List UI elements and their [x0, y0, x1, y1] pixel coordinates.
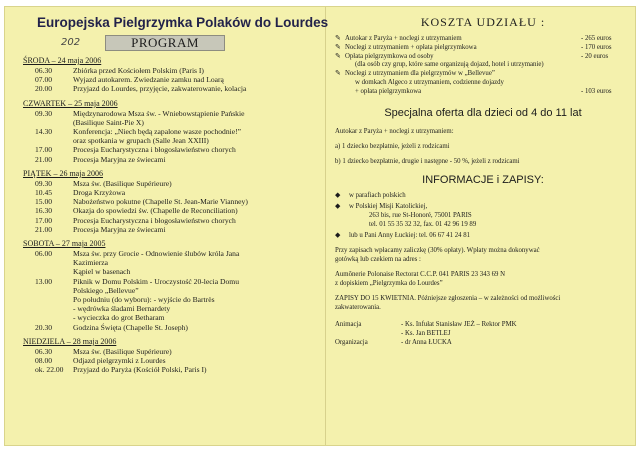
- program-row: [23, 304, 315, 313]
- cost-price: - 265 euros: [581, 35, 612, 42]
- fold-line: [325, 7, 326, 445]
- program-row: [23, 267, 315, 276]
- handwritten-number: 202: [61, 37, 81, 48]
- cost-text: + opłata pielgrzymkowa: [355, 87, 422, 95]
- program-time: [23, 295, 73, 304]
- program-time: 20.30: [35, 322, 53, 332]
- info-text: lub u Pani Anny Łuckiej: tel. 06 67 41 24 81: [349, 231, 471, 239]
- program-row: [23, 118, 315, 127]
- program-time: 17.00: [35, 145, 53, 155]
- program-text: Kazimierza: [73, 258, 108, 268]
- organizer-row: [335, 320, 631, 329]
- program-time: [23, 304, 73, 313]
- program-row: [23, 356, 315, 365]
- program-text: Droga Krzyżowa: [73, 188, 126, 198]
- program-panel: [23, 15, 329, 375]
- info-item-mission: [335, 202, 631, 211]
- costs-list: [335, 35, 631, 97]
- program-time: 14.30: [35, 127, 53, 137]
- info-panel: [335, 15, 631, 347]
- organizer-name: - Ks. Jan BETLEJ: [401, 329, 451, 337]
- program-row: [23, 136, 315, 145]
- program-time: [23, 258, 73, 267]
- offer-b: b) 1 dziecko bezpłatnie, drugie i następne - 50 %, jeżeli z rodzicami: [335, 157, 520, 165]
- organizer-row: [335, 329, 631, 338]
- cost-text: Autokar z Paryża + noclegi z utrzymaniem: [345, 35, 462, 42]
- program-row: [23, 313, 315, 322]
- cost-text: Noclegi z utrzymaniem dla pielgrzymów w „Bellevue”: [345, 70, 495, 78]
- program-row: [23, 347, 315, 356]
- diamond-icon: ◆: [335, 230, 341, 239]
- program-text: Msza św. przy Grocie - Odnowienie ślubów króla Jana: [73, 249, 240, 259]
- program-text: oraz spotkania w grupach (Salle Jean XXIII): [73, 136, 209, 146]
- cost-row: [335, 35, 631, 44]
- program-text: Po południu (do wyboru): - wyjście do Bartrès: [73, 295, 215, 305]
- costs-title: KOSZTA UDZIAŁU :: [420, 15, 546, 29]
- program-row: [23, 179, 315, 188]
- program-text: Godzina Święta (Chapelle St. Joseph): [73, 322, 188, 332]
- cost-row: [335, 79, 631, 88]
- organizer-role: [335, 329, 401, 338]
- program-text: Zbiórka przed Kościołem Polskim (Paris I): [73, 66, 204, 75]
- clip-icon: ✎: [335, 70, 341, 78]
- program-row: [23, 225, 315, 234]
- organizer-name: - Ks. Infułat Stanisław JEŻ – Rektor PMK: [401, 320, 517, 328]
- spacer: [345, 88, 355, 97]
- brochure-sheet: [4, 6, 636, 446]
- program-text: Procesja Maryjna ze świecami: [73, 154, 166, 164]
- program-row: [23, 197, 315, 206]
- clip-icon: ✎: [335, 43, 341, 51]
- cost-text: Opłata pielgrzymkowa od osoby: [345, 52, 434, 60]
- cost-text: (dla osób czy grup, które same organizują dojazd, hotel i utrzymanie): [355, 61, 544, 69]
- clip-icon: ✎: [335, 52, 341, 60]
- day-heading: PIĄTEK – 26 maja 2006: [23, 168, 103, 178]
- info-title: INFORMACJE i ZAPISY:: [422, 173, 544, 186]
- program-text: Polskiego „Bellevue”: [73, 285, 139, 295]
- cost-price: [581, 70, 631, 79]
- clip-icon: ✎: [335, 35, 341, 42]
- program-banner: PROGRAM: [105, 35, 225, 51]
- program-text: Okazja do spowiedzi św. (Chapelle de Reconciliation): [73, 206, 238, 216]
- program-time: 20.00: [35, 84, 53, 94]
- info-text: w Polskiej Misji Katolickiej,: [349, 202, 428, 210]
- program-text: Msza św. (Basilique Supérieure): [73, 178, 172, 188]
- spacer: [345, 61, 355, 70]
- program-time: [23, 313, 73, 322]
- program-time: [23, 136, 73, 145]
- program-row: [23, 286, 315, 295]
- deadline-line: ZAPISY DO 15 KWIETNIA. Późniejsze zgłoszenia – w zależności od możliwości: [335, 294, 561, 302]
- program-row: [23, 249, 315, 258]
- program-row: [23, 206, 315, 215]
- program-text: Procesja Eucharystyczna i błogosławieństwo chorych: [73, 145, 236, 155]
- account-line: Aumônerie Polonaise Rectorat C.C.P. 041 PARIS 23 343 69 N: [335, 270, 506, 278]
- deadline-line: zakwaterowania.: [335, 303, 381, 311]
- day-heading: ŚRODA – 24 maja 2006: [23, 56, 102, 65]
- program-text: Odjazd pielgrzymki z Lourdes: [73, 356, 166, 366]
- program-text: Wyjazd autokarem. Zwiedzanie zamku nad Loarą: [73, 75, 224, 85]
- program-text: - wycieczka do grot Betharam: [73, 313, 165, 323]
- program-time: 06.00: [35, 249, 53, 259]
- program-time: 06.30: [35, 346, 53, 356]
- info-text: w parafiach polskich: [349, 191, 406, 199]
- program-text: Kąpiel w basenach: [73, 267, 131, 277]
- cost-price: - 170 euros: [581, 43, 612, 51]
- organizer-role: Organizacja: [335, 338, 368, 346]
- offer-intro: Autokar z Paryża + noclegi z utrzymaniem:: [335, 127, 454, 135]
- program-time: ok. 22.00: [35, 365, 64, 375]
- program-time: 16.30: [35, 206, 53, 216]
- cost-row: [335, 61, 631, 70]
- program-row: [23, 295, 315, 304]
- cost-price: [581, 79, 631, 88]
- program-text: - wędrówka śladami Bernardety: [73, 304, 171, 314]
- program-text: Przyjazd do Lourdes, przyjęcie, zakwaterowanie, kolacja: [73, 84, 247, 94]
- cost-row: [335, 70, 631, 79]
- spacer: [345, 79, 355, 88]
- cost-text: w domkach Algeco z utrzymaniem, codzienne dojazdy: [355, 78, 504, 86]
- program-days: [23, 56, 315, 374]
- organizer-name: - dr Anna ŁUCKA: [401, 338, 452, 346]
- program-row: [23, 145, 315, 154]
- mission-phone: tel. 01 55 35 32 32, fax. 01 42 96 19 89: [369, 220, 477, 228]
- cost-row: [335, 53, 631, 62]
- program-text: Przyjazd do Paryża (Kościół Polski, Paris I): [73, 365, 207, 375]
- diamond-icon: ◆: [335, 190, 341, 199]
- program-time: 10.45: [35, 188, 53, 198]
- organizer-row: [335, 338, 631, 347]
- deposit-line: gotówką lub czekiem na adres :: [335, 255, 421, 263]
- cost-row: [335, 44, 631, 53]
- program-text: Procesja Eucharystyczna i błogosławieństwo chorych: [73, 215, 236, 225]
- cost-price: - 103 euros: [581, 87, 612, 95]
- program-time: 06.30: [35, 66, 53, 75]
- program-time: [23, 267, 73, 276]
- cost-row: [335, 88, 631, 97]
- organizers: [335, 320, 631, 347]
- program-time: 21.00: [35, 224, 53, 234]
- program-time: [23, 286, 73, 295]
- program-row: [23, 75, 315, 84]
- program-row: [23, 66, 315, 75]
- program-row: [23, 323, 315, 332]
- day-heading: SOBOTA – 27 maja 2005: [23, 239, 106, 249]
- program-text: Procesja Maryjna ze świecami: [73, 224, 166, 234]
- day-heading: NIEDZIELA – 28 maja 2006: [23, 336, 117, 346]
- program-row: [23, 188, 315, 197]
- program-time: 08.00: [35, 356, 53, 366]
- program-text: Międzynarodowa Msza św. - Wniebowstąpienie Pańskie: [73, 108, 245, 118]
- program-row: [23, 258, 315, 267]
- program-text: Msza św. (Basilique Supérieure): [73, 346, 172, 356]
- program-time: 17.00: [35, 215, 53, 225]
- program-row: [23, 365, 315, 374]
- program-row: [23, 127, 315, 136]
- program-time: 13.00: [35, 276, 53, 286]
- program-row: [23, 216, 315, 225]
- offer-title: Specjalna oferta dla dzieci od 4 do 11 lat: [384, 106, 582, 119]
- program-row: [23, 84, 315, 93]
- day-heading: CZWARTEK – 25 maja 2006: [23, 98, 118, 108]
- program-text: (Basilique Saint-Pie X): [73, 117, 144, 127]
- program-time: 21.00: [35, 154, 53, 164]
- brochure-title: Europejska Pielgrzymka Polaków do Lourdes: [37, 15, 329, 30]
- program-time: [23, 118, 73, 127]
- program-row: [23, 109, 315, 118]
- info-item-parishes: [335, 191, 631, 200]
- diamond-icon: ◆: [335, 201, 341, 210]
- offer-a: a) 1 dziecko bezpłatnie, jeżeli z rodzicami: [335, 142, 450, 150]
- account-line: z dopiskiem „Pielgrzymka do Lourdes”: [335, 279, 443, 287]
- organizer-role: Animacja: [335, 320, 362, 328]
- program-text: Nabożeństwo pokutne (Chapelle St. Jean-Marie Vianney): [73, 197, 248, 207]
- cost-text: Noclegi z utrzymaniem + opłata pielgrzymkowa: [345, 43, 477, 51]
- program-time: 15.00: [35, 197, 53, 207]
- info-item-contact: [335, 231, 631, 240]
- mission-address: 263 bis, rue St-Honoré, 75001 PARIS: [369, 211, 472, 219]
- cost-price: [581, 61, 631, 70]
- program-time: 09.30: [35, 178, 53, 188]
- program-time: 07.00: [35, 75, 53, 85]
- program-time: 09.30: [35, 108, 53, 118]
- cost-price: - 20 euros: [581, 52, 609, 60]
- program-text: Konferencja: „Niech będą zapalone wasze pochodnie!”: [73, 127, 242, 137]
- program-text: Piknik w Domu Polskim - Uroczystość 20-lecia Domu: [73, 276, 239, 286]
- program-row: [23, 277, 315, 286]
- deposit-line: Przy zapisach wpłacamy zaliczkę (30% opłaty). Wpłaty można dokonywać: [335, 246, 540, 254]
- program-row: [23, 155, 315, 164]
